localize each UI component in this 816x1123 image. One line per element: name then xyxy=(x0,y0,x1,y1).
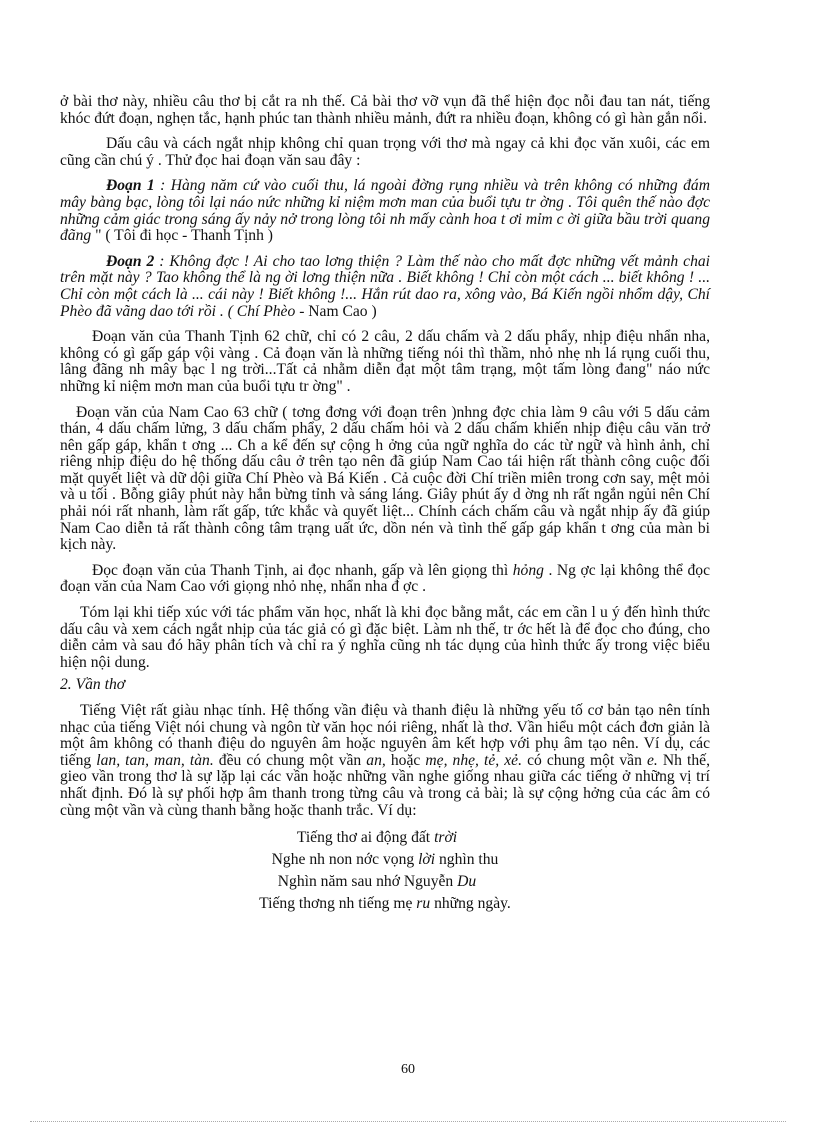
text-run-italic: trời xyxy=(434,829,458,847)
paragraph: ở bài thơ này, nhiều câu thơ bị cắt ra nh thế. Cả bài thơ vỡ vụn đã thể hiện đọc nỗi đau tan nát, tiếng khóc đứt đoạn, nghẹn tắc, hạnh phúc tan thành nhiều mảnh, đứt ra nhiều đoạn, không có gì hàn gắn nổi. xyxy=(60,93,710,127)
paragraph xyxy=(60,703,710,819)
text-run: Tiếng thơ ai động đất xyxy=(296,829,431,847)
text-run-italic: lời xyxy=(418,851,436,869)
example-paragraph-2 xyxy=(60,254,710,320)
text-run-italic: an, xyxy=(366,751,386,769)
example-label: Đoạn 1 xyxy=(106,177,155,195)
poem-line xyxy=(60,849,710,871)
example-label: Đoạn 2 xyxy=(106,252,155,270)
poem-line xyxy=(44,827,710,849)
paragraph xyxy=(60,563,710,596)
text-run: Nh thế, gieo vần trong thơ là sự lặp lại các vần hoặc những vần nghe giống nhau giữa các tiếng ở những vị trí nhất định. Đó là sự phối hợp âm thanh trong từng câu và trong cả bài; là sự cộng hởng của các âm có cùng một vần và cùng thanh bằng hoặc thanh trắc. Ví dụ: xyxy=(60,751,710,819)
page-bottom-divider xyxy=(30,1121,786,1122)
example-source: " ( Tôi đi học - Thanh Tịnh ) xyxy=(95,227,273,245)
text-run: Tiếng thơng nh tiếng mẹ xyxy=(259,895,413,913)
text-run: Nghe nh non nớc vọng xyxy=(271,851,415,869)
text-run-italic: e. xyxy=(646,751,658,769)
text-run: đều có chung một vần xyxy=(218,751,362,769)
paragraph: Dấu câu và cách ngắt nhịp không chỉ quan trọng với thơ mà ngay cả khi đọc văn xuôi, các em cũng cần chú ý . Thử đọc hai đoạn văn sau đây : xyxy=(60,135,710,169)
text-run: nghìn thu xyxy=(438,851,499,869)
text-run: Đọc đoạn văn của Thanh Tịnh, ai đọc nhanh, gấp và lên giọng thì xyxy=(92,561,509,579)
poem xyxy=(60,827,710,915)
text-run-italic: mẹ, nhẹ, tẻ, xẻ. xyxy=(425,751,522,769)
paragraph: Đoạn văn của Thanh Tịnh 62 chữ, chỉ có 2 câu, 2 dấu chấm và 2 dấu phẩy, nhịp điệu nhẩn nha, không có gì gấp gáp vội vàng . Cả đoạn văn là những tiếng nói thì thầm, nhỏ nhẹ nh lá rụng cuối thu, lâng đãng nh mây bạc l ng trời...Tất cả nhằm diễn đạt một tâm trạng, một tấm lòng đang" náo nức những kỉ niệm mơn man của buổi tựu tr ờng" . xyxy=(60,328,710,395)
paragraph: Đoạn văn của Nam Cao 63 chữ ( tơng đơng với đoạn trên )nhng đợc chia làm 9 câu với 5 dấu cảm thán, 4 dấu chấm lửng, 3 dấu chấm phẩy, 2 dấu chấm hỏi và 2 dấu chấm khiến nhịp điệu câu văn trở nên gấp gáp, khẩn t ơng ... Ch a kể đến sự cộng h ởng của ngữ nghĩa do các từ ngữ và hình ảnh, chỉ riêng nhịp điệu do hệ thống dấu câu ở trên tạo nên đã giúp Nam Cao tái hiện rất thành công cuộc đối mặt quyết liệt và dữ dội giữa Chí Phèo và Bá Kiến . Cả cuộc đời Chí triền miên trong cơn say, mệt mỏi và u tối . Bỗng giây phút này hắn bừng tỉnh và sáng láng. Giây phút ấy d ờng nh rất ngắn ngủi nên Chí phải nói rất nhanh, làm rất gấp, tức khắc và quyết liệt... Chính cách chấm câu và ngắt nhịp ấy đã giúp Nam Cao diễn tả rất thành công tâm trạng uất ức, dồn nén và tình thế gấp gáp khẩn t ơng của màn bi kịch này. xyxy=(60,403,710,554)
text-run-italic: lan, tan, man, tàn. xyxy=(96,751,214,769)
page-number: 60 xyxy=(401,1062,415,1077)
text-run: những ngày. xyxy=(434,895,511,913)
example-text: : Hàng năm cứ vào cuối thu, lá ngoài đờng rụng nhiều và trên không có những đám mây bàng bạc, lòng tôi lại náo nức những kỉ niệm mơn man của buổi tựu tr ờng . Tôi quên thế nào đợc những cảm giác trong sáng ấy nảy nở trong lòng tôi nh mấy cành hoa t ơi mỉm c ời giữa bầu trời quang đãng xyxy=(60,177,710,245)
text-run: có chung một vần xyxy=(527,751,642,769)
text-run: . Ng ợc lại không thể đọc đoạn văn của Nam Cao với giọng nhỏ nhẹ, nhẩn nha đ ợc . xyxy=(60,561,710,596)
section-heading: 2. Vần thơ xyxy=(60,676,126,694)
text-run-italic: Du xyxy=(457,873,477,891)
example-text: : Không đợc ! Ai cho tao lơng thiện ? Làm thế nào cho mất đợc những vết mảnh chai trên mặt này ? Tao không thể là ng ời lơng thiện nữa . Biết không ! Chỉ còn một cách ... biết không ! ... Chỉ còn một cách là ... cái này ! Biết không !... Hắn rút dao ra, xông vào, Bá Kiến ngồi nhổm dậy, Chí Phèo đã vãng dao tới rồi . ( Chí Phèo xyxy=(60,252,710,320)
poem-line xyxy=(44,871,710,893)
document-page xyxy=(60,94,710,915)
poem-line xyxy=(60,893,710,915)
text-run: Nghìn năm sau nhớ Nguyễn xyxy=(277,873,454,891)
text-run: hoặc xyxy=(390,751,421,769)
text-run-italic: hỏng xyxy=(512,561,544,579)
paragraph: Tóm lại khi tiếp xúc với tác phẩm văn học, nhất là khi đọc bằng mắt, các em cần l u ý đến hình thức dấu câu và xem cách ngắt nhịp của tác giả có gì đặc biệt. Làm nh thế, tr ớc hết là để đọc cho đúng, cho diễn cảm và sau đó hãy phân tích và chỉ ra ý nghĩa cũng nh tác dụng của hình thức ấy trong việc biểu hiện nội dung. xyxy=(60,604,710,671)
text-run-italic: ru xyxy=(416,895,431,913)
example-paragraph-1 xyxy=(60,178,710,244)
text-run: Tiếng Việt rất giàu nhạc tính. Hệ thống vần điệu và thanh điệu là những yếu tố cơ bản tạo nên tính nhạc của tiếng Việt nói chung và ngôn từ văn học nói riêng, nhất là thơ. Vần hiểu một cách đơn giản là một âm không có thanh điệu do nguyên âm hoặc nguyên âm kết hợp với phụ âm tạo nên. Ví dụ, các tiếng xyxy=(60,702,710,769)
example-source: - Nam Cao ) xyxy=(299,302,377,320)
